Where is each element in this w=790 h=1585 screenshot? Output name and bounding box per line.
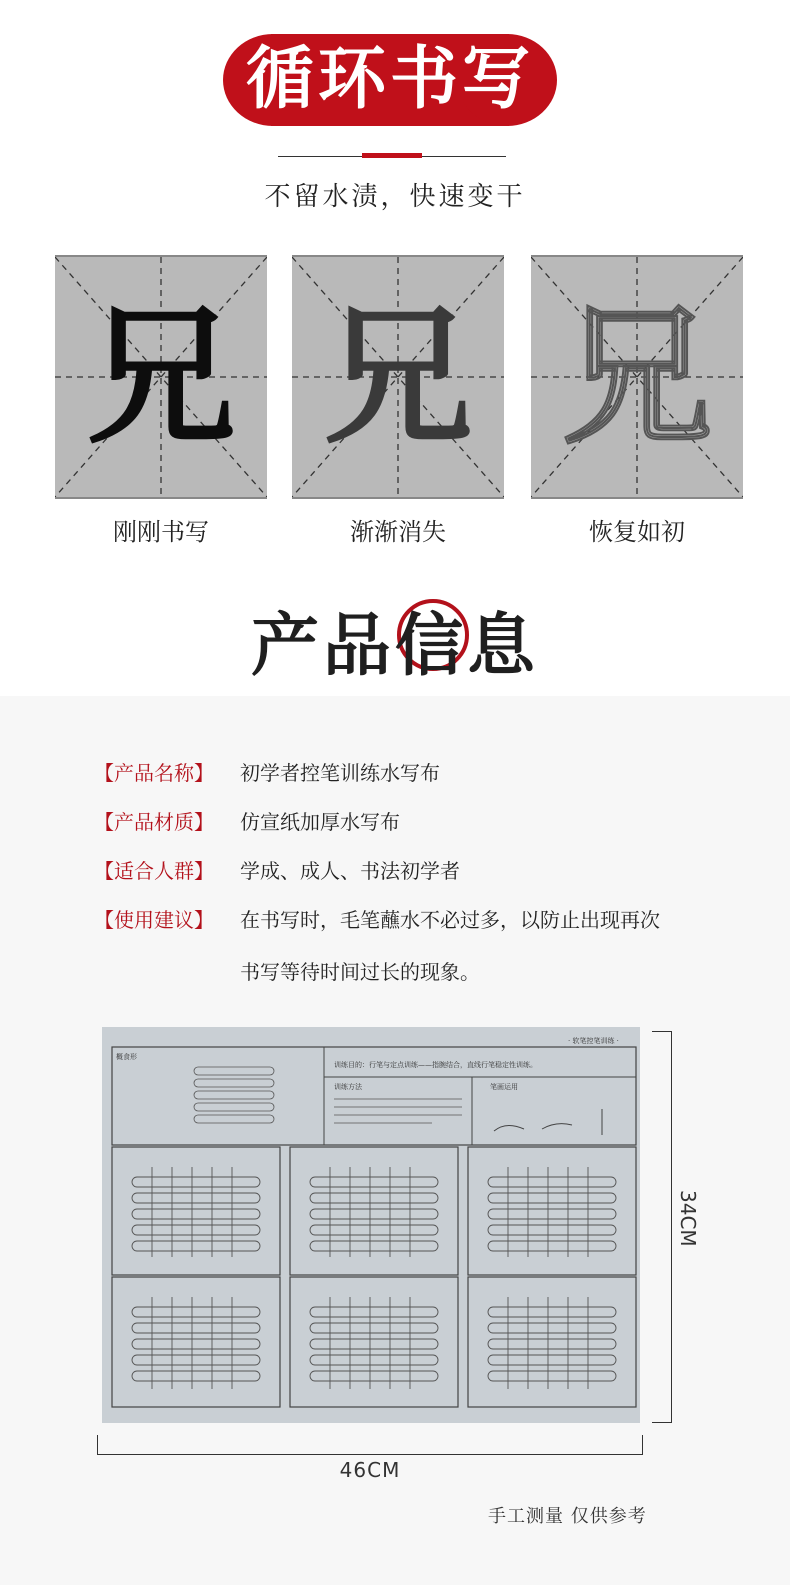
- info-value: 初学者控笔训练水写布: [240, 761, 440, 785]
- sheet-stroke-title: 笔画运用: [490, 1083, 518, 1091]
- sheet-header-right: · 软笔控笔训练 ·: [568, 1037, 619, 1045]
- practice-panel-fading: [292, 255, 504, 499]
- sheet-header-mid: 训练目的：行笔与定点训练——指腕结合，直线行笔稳定性训练。: [334, 1061, 537, 1069]
- info-heading: 产品信息: [250, 607, 539, 686]
- caption-fresh: 刚刚书写: [113, 518, 209, 546]
- caption-restored: 恢复如初: [589, 518, 685, 546]
- width-label: 46CM: [339, 1458, 401, 1482]
- title-banner: [223, 34, 557, 126]
- width-dimension-marker: [97, 1435, 643, 1455]
- info-label: 【适合人群】: [94, 859, 214, 883]
- practice-panel-restored: [531, 255, 743, 499]
- practice-glyph: 兄: [561, 289, 712, 465]
- height-label: 34CM: [676, 1190, 700, 1247]
- info-value: 学成、成人、书法初学者: [240, 859, 460, 883]
- measurement-note: 手工测量 仅供参考: [488, 1506, 647, 1527]
- sheet-method-title: 训练方法: [334, 1083, 362, 1091]
- height-dimension-marker: [652, 1031, 672, 1423]
- practice-sheet: [102, 1027, 640, 1423]
- sheet-illustration: [102, 1027, 640, 1423]
- info-label: 【使用建议】: [94, 908, 214, 932]
- banner-subtitle: 不留水渍，快速变干: [264, 182, 526, 212]
- practice-glyph: 兄: [322, 289, 473, 465]
- info-label: 【产品名称】: [94, 761, 214, 785]
- banner-title: 循环书写: [245, 40, 534, 119]
- sheet-header-left: 概食形: [116, 1053, 137, 1061]
- divider-accent: [362, 153, 422, 158]
- info-value-continued: 书写等待时间过长的现象。: [240, 960, 480, 984]
- info-value: 在书写时，毛笔蘸水不必过多，以防止出现再次: [240, 908, 660, 932]
- caption-fading: 渐渐消失: [350, 518, 446, 546]
- practice-panel-fresh: [55, 255, 267, 499]
- info-label: 【产品材质】: [94, 810, 214, 834]
- info-value: 仿宣纸加厚水写布: [240, 810, 400, 834]
- practice-glyph: 兄: [85, 289, 236, 465]
